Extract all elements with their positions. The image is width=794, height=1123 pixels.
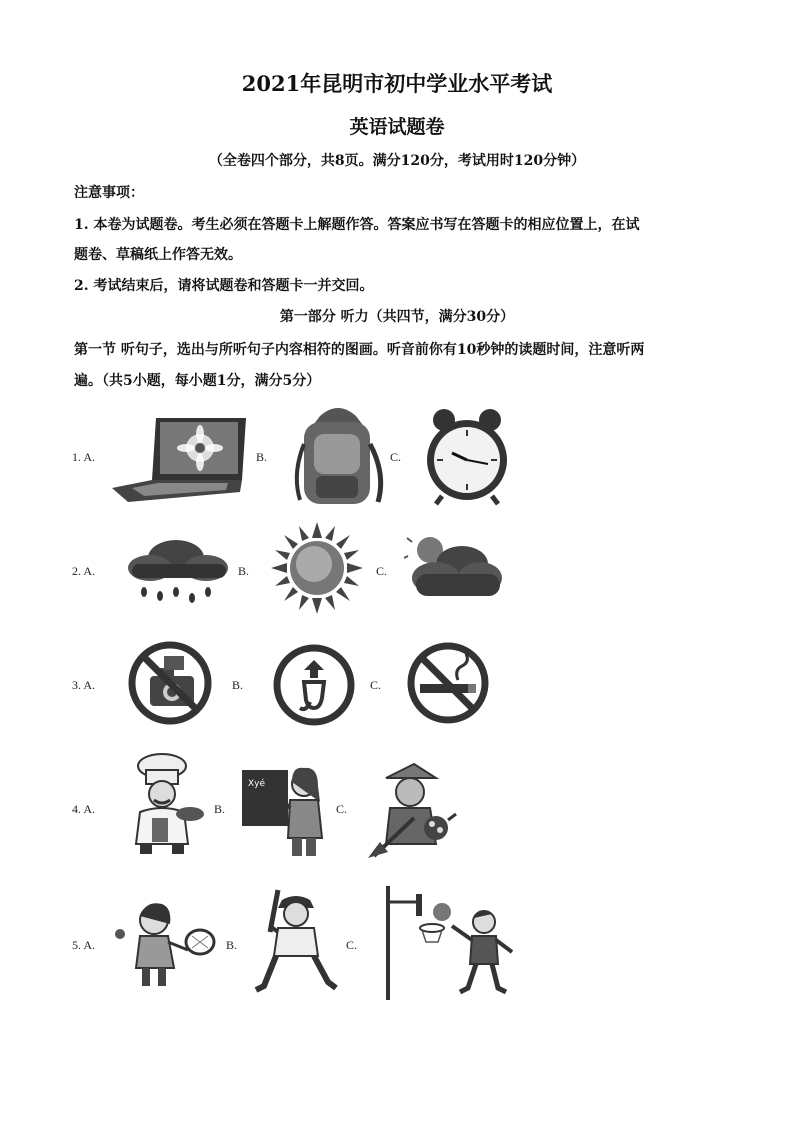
- question-2-label: 2. A.: [72, 564, 96, 578]
- question-5-label: 5. A.: [72, 938, 96, 952]
- tennis-player-icon: [112, 898, 218, 992]
- question-1-option-b: B.: [256, 450, 268, 464]
- question-2-option-b: B.: [238, 564, 250, 578]
- alarm-clock-icon: [422, 406, 512, 506]
- question-3-option-c: C.: [370, 678, 382, 692]
- question-2-option-c: C.: [376, 564, 388, 578]
- baseball-player-icon: [248, 886, 342, 996]
- cleaner-icon: [366, 760, 458, 860]
- sun-icon: [270, 520, 364, 616]
- question-3-option-b: B.: [232, 678, 244, 692]
- blackboard-text: Xyé: [248, 779, 266, 789]
- no-smoking-icon: [404, 640, 492, 726]
- exam-info: （全卷四个部分，共8页。满分120分，考试用时120分钟）: [208, 153, 586, 169]
- teacher-icon: [242, 762, 330, 862]
- section1-instruction-line-1: 第一节 听句子，选出与所听句子内容相符的图画。听音前你有10秒钟的读题时间，注意听两: [74, 342, 645, 358]
- question-4-option-b: B.: [214, 802, 226, 816]
- laptop-icon: [108, 416, 248, 504]
- notice-item-1-line-2: 题卷、草稿纸上作答无效。: [74, 247, 242, 263]
- page-subtitle: 英语试题卷: [349, 116, 445, 138]
- question-4-option-c: C.: [336, 802, 348, 816]
- question-1-option-c: C.: [390, 450, 402, 464]
- question-5-option-c: C.: [346, 938, 358, 952]
- question-1-label: 1. A.: [72, 450, 96, 464]
- partly-cloudy-icon: [404, 534, 504, 604]
- notice-item-2: 2. 考试结束后，请将试题卷和答题卡一并交回。: [74, 278, 374, 294]
- question-3-label: 3. A.: [72, 678, 96, 692]
- no-photo-icon: [124, 640, 216, 726]
- backpack-icon: [290, 404, 386, 506]
- part1-title: 第一部分 听力（共四节，满分30分）: [279, 309, 515, 325]
- notice-heading: 注意事项：: [74, 185, 144, 201]
- notice-item-1-line-1: 1. 本卷为试题卷。考生必须在答题卡上解题作答。答案应书写在答题卡的相应位置上，在试: [74, 217, 640, 233]
- page-title: 2021年昆明市初中学业水平考试: [241, 71, 553, 96]
- rain-cloud-icon: [126, 538, 230, 608]
- basketball-player-icon: [380, 882, 520, 1002]
- no-littering-icon: [270, 642, 358, 728]
- question-4-label: 4. A.: [72, 802, 96, 816]
- chef-icon: [118, 752, 206, 858]
- question-5-option-b: B.: [226, 938, 238, 952]
- section1-instruction-line-2: 遍。（共5小题，每小题1分，满分5分）: [74, 373, 321, 389]
